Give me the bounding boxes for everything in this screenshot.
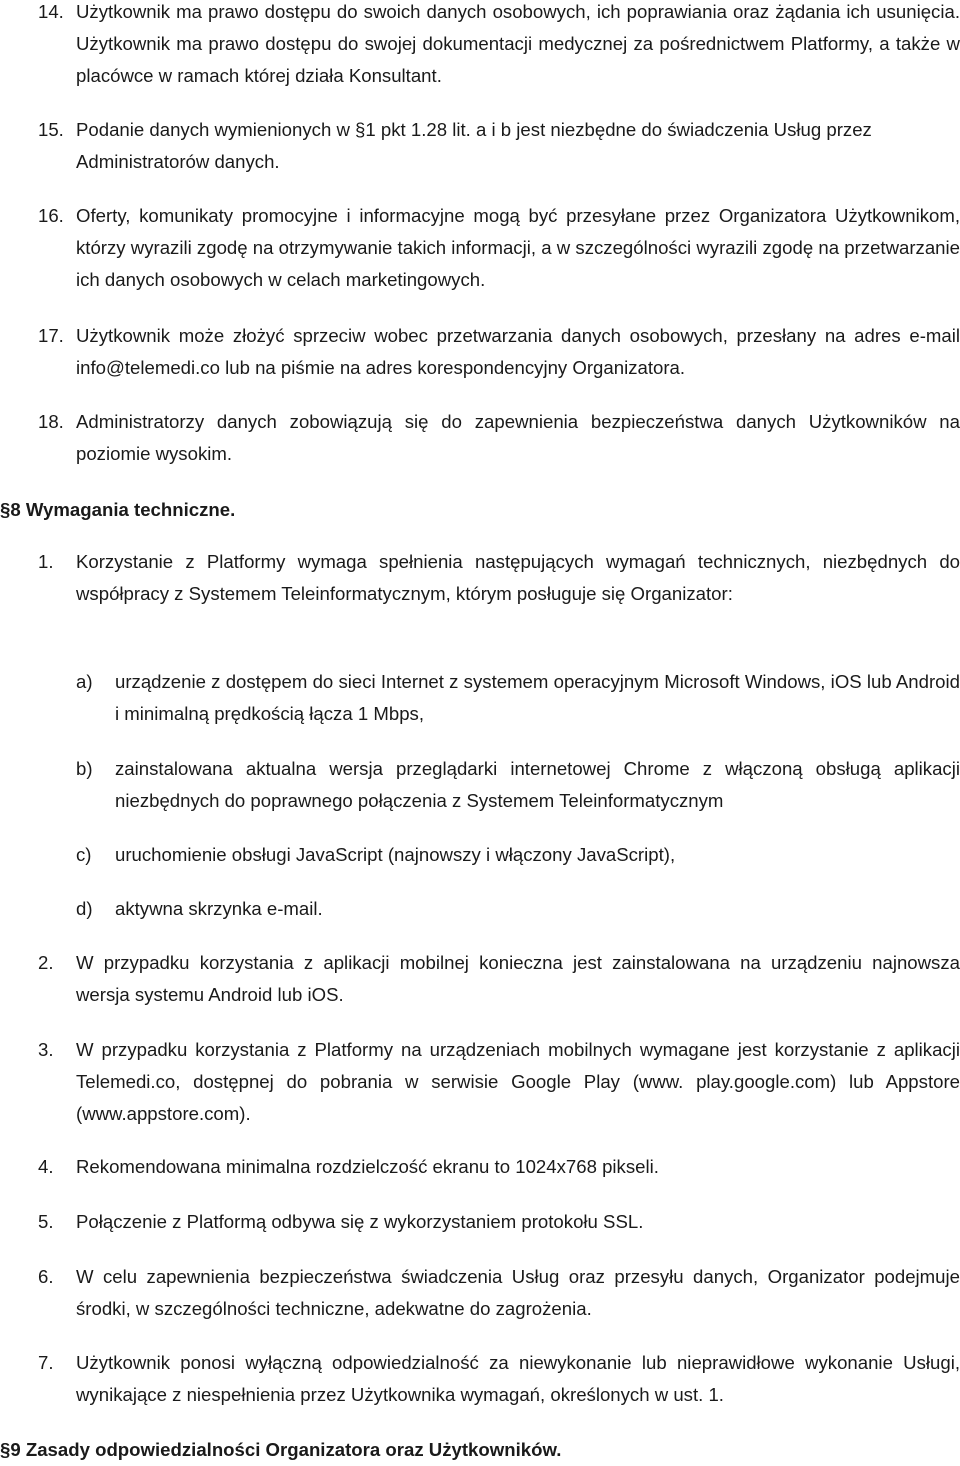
list-item-number: 14.: [38, 1, 64, 22]
list-item-text: W przypadku korzystania z aplikacji mobilnej konieczna jest zainstalowana na urządzeniu najnowsza wersja systemu Android lub iOS.: [76, 952, 960, 1005]
list-item-text: W przypadku korzystania z Platformy na urządzeniach mobilnych wymagane jest korzystanie z aplikacji Telemedi.co, dostępnej do pobrania w serwisie Google Play (www. play.google.com) lub Appstore (www.appstore.com).: [76, 1039, 960, 1124]
list-item-text: W celu zapewnienia bezpieczeństwa świadczenia Usług oraz przesyłu danych, Organizator podejmuje środki, w szczególności techniczne, adekwatne do zagrożenia.: [76, 1266, 960, 1319]
sub-item-text: urządzenie z dostępem do sieci Internet z systemem operacyjnym Microsoft Windows, iOS lub Android i minimalną prędkością łącza 1 Mbps,: [115, 671, 960, 724]
sub-item-b: [0, 753, 960, 817]
list-item-1: [0, 546, 960, 610]
sub-item-c: [0, 839, 960, 871]
sub-item-letter: d): [76, 898, 93, 919]
list-item-number: 15.: [38, 119, 64, 140]
sub-item-text: aktywna skrzynka e-mail.: [115, 898, 323, 919]
list-item-number: 7.: [38, 1352, 54, 1373]
list-item-14: [0, 0, 960, 92]
list-item-number: 16.: [38, 205, 64, 226]
list-item-number: 2.: [38, 952, 54, 973]
list-item-6: [0, 1261, 960, 1325]
list-item-7: [0, 1347, 960, 1411]
list-item-18: [0, 406, 960, 470]
list-item-2: [0, 947, 960, 1011]
sub-item-d: [0, 893, 960, 925]
section-heading-8: §8 Wymagania techniczne.: [0, 499, 236, 520]
list-item-text: Użytkownik może złożyć sprzeciw wobec przetwarzania danych osobowych, przesłany na adres e-mail info@telemedi.co lub na piśmie na adres korespondencyjny Organizatora.: [76, 325, 960, 378]
list-item-text: Rekomendowana minimalna rozdzielczość ekranu to 1024x768 pikseli.: [76, 1156, 659, 1177]
list-item-16: [0, 200, 960, 296]
list-item-number: 17.: [38, 325, 64, 346]
list-item-number: 3.: [38, 1039, 54, 1060]
list-item-15: [0, 114, 960, 178]
sub-item-letter: a): [76, 671, 93, 692]
list-item-17: [0, 320, 960, 384]
list-item-text: Oferty, komunikaty promocyjne i informacyjne mogą być przesyłane przez Organizatora Użytkownikom, którzy wyrazili zgodę na otrzymywanie takich informacji, a w szczególności wyrazili zgodę na przetwarzanie ich danych osobowych w celach marketingowych.: [76, 205, 960, 290]
list-item-text: Administratorzy danych zobowiązują się do zapewnienia bezpieczeństwa danych Użytkowników na poziomie wysokim.: [76, 411, 960, 464]
list-item-number: 5.: [38, 1211, 54, 1232]
list-item-number: 4.: [38, 1156, 54, 1177]
sub-item-text: uruchomienie obsługi JavaScript (najnowszy i włączony JavaScript),: [115, 844, 676, 865]
list-item-text: Użytkownik ponosi wyłączną odpowiedzialność za niewykonanie lub nieprawidłowe wykonanie Usługi, wynikające z niespełnienia przez Użytkownika wymagań, określonych w ust. 1.: [76, 1352, 960, 1405]
list-item-text: Korzystanie z Platformy wymaga spełnienia następujących wymagań technicznych, niezbędnych do współpracy z Systemem Teleinformatycznym, którym posługuje się Organizator:: [76, 551, 960, 604]
list-item-text: Podanie danych wymienionych w §1 pkt 1.28 lit. a i b jest niezbędne do świadczenia Usług przez Administratorów danych.: [76, 119, 872, 172]
list-item-number: 6.: [38, 1266, 54, 1287]
list-item-5: [0, 1206, 960, 1238]
list-item-text: Użytkownik ma prawo dostępu do swoich danych osobowych, ich poprawiania oraz żądania ich usunięcia. Użytkownik ma prawo dostępu do swojej dokumentacji medycznej za pośrednictwem Platformy, a także w placówce w ramach której działa Konsultant.: [76, 1, 960, 86]
list-item-number: 1.: [38, 551, 54, 572]
sub-item-letter: c): [76, 844, 92, 865]
sub-item-letter: b): [76, 758, 93, 779]
sub-item-text: zainstalowana aktualna wersja przeglądarki internetowej Chrome z włączoną obsługą aplikacji niezbędnych do poprawnego połączenia z Systemem Teleinformatycznym: [115, 758, 960, 811]
section-heading-9: §9 Zasady odpowiedzialności Organizatora oraz Użytkowników.: [0, 1439, 562, 1460]
list-item-text: Połączenie z Platformą odbywa się z wykorzystaniem protokołu SSL.: [76, 1211, 644, 1232]
list-item-number: 18.: [38, 411, 64, 432]
sub-item-a: [0, 666, 960, 730]
list-item-4: [0, 1151, 960, 1183]
list-item-3: [0, 1034, 960, 1130]
